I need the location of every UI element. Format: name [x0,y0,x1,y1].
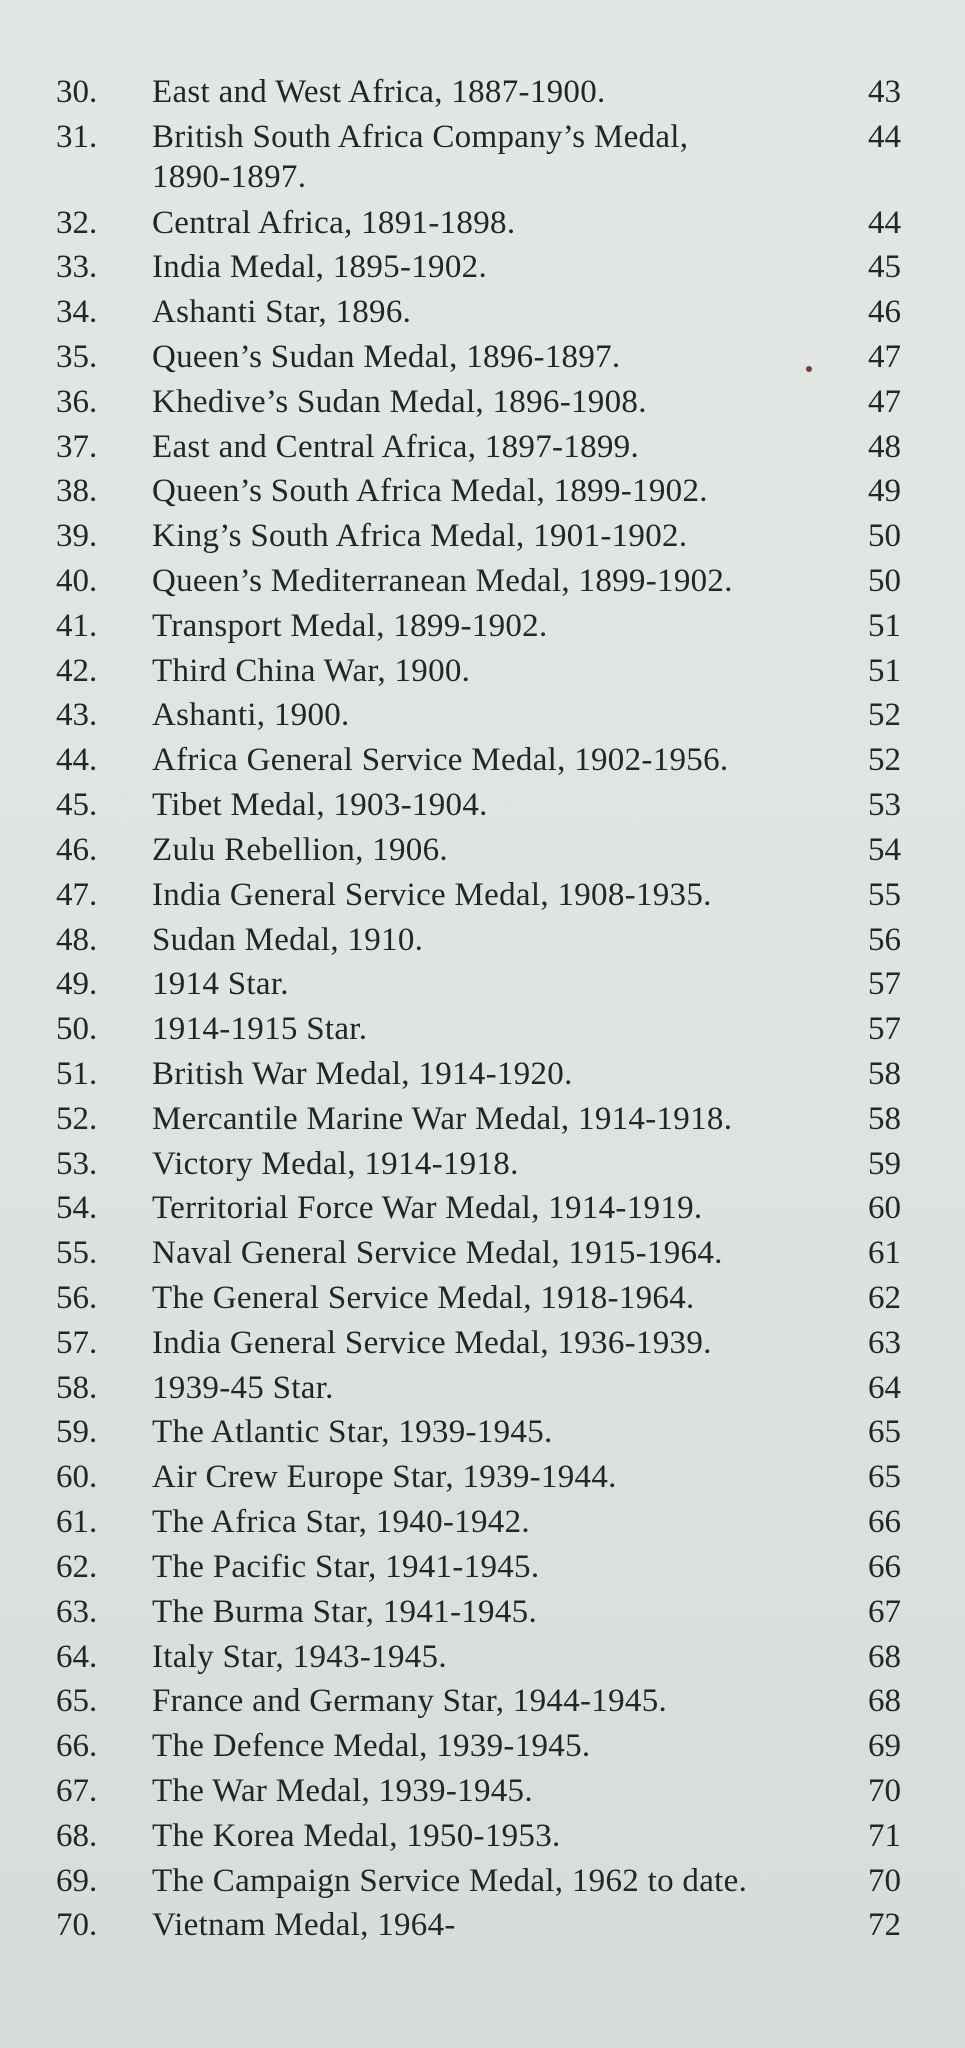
toc-entry-title: Zulu Rebellion, 1906. [152,832,448,868]
toc-entry-title: Ashanti, 1900. [152,697,350,733]
toc-entry [0,292,965,334]
toc-entry-number: 68. [56,1818,98,1854]
toc-entry [0,1412,965,1454]
toc-entry-page: 50 [868,563,901,599]
toc-entry [0,1188,965,1230]
toc-entry-page: 69 [868,1728,901,1764]
toc-entry-title: Naval General Service Medal, 1915-1964. [152,1235,723,1271]
toc-entry-page: 54 [868,832,901,868]
toc-entry-title: The Burma Star, 1941-1945. [152,1594,537,1630]
toc-entry-page: 62 [868,1280,901,1316]
toc-entry-title: Africa General Service Medal, 1902-1956. [152,742,729,778]
toc-entry-number: 55. [56,1235,98,1271]
toc-entry-page: 72 [868,1907,901,1943]
toc-entry-title: 1914 Star. [152,966,289,1002]
toc-entry-number: 36. [56,384,98,420]
toc-entry-page: 52 [868,697,901,733]
toc-entry-title: France and Germany Star, 1944-1945. [152,1683,668,1719]
toc-entry-title: Khedive’s Sudan Medal, 1896-1908. [152,384,647,420]
toc-entry [0,606,965,648]
toc-entry [0,1905,965,1947]
toc-entry [0,1233,965,1275]
toc-entry-page: 43 [868,74,901,110]
toc-entry [0,875,965,917]
toc-entry-title: Queen’s Sudan Medal, 1896-1897. [152,339,621,375]
toc-entry-number: 51. [56,1056,98,1092]
toc-entry-title: 1939-45 Star. [152,1370,334,1406]
toc-entry [0,1099,965,1141]
toc-entry-title: Territorial Force War Medal, 1914-1919. [152,1190,703,1226]
toc-entry-page: 66 [868,1504,901,1540]
toc-entry [0,920,965,962]
toc-entry-page: 45 [868,249,901,285]
toc-entry [0,561,965,603]
toc-entry-page: 47 [868,384,901,420]
toc-entry-number: 67. [56,1773,98,1809]
toc-entry-number: 42. [56,653,98,689]
toc-entry-number: 35. [56,339,98,375]
toc-entry-title: Mercantile Marine War Medal, 1914-1918. [152,1101,733,1137]
toc-entry-page: 57 [868,1011,901,1047]
toc-entry-number: 43. [56,697,98,733]
toc-entry-number: 45. [56,787,98,823]
toc-entry-title: The Pacific Star, 1941-1945. [152,1549,540,1585]
toc-entry-page: 44 [868,205,901,241]
toc-entry-page: 46 [868,294,901,330]
toc-entry [0,695,965,737]
toc-entry [0,247,965,289]
toc-entry-number: 53. [56,1146,98,1182]
toc-entry-page: 71 [868,1818,901,1854]
toc-entry-title: British South Africa Company’s Medal, 1890-1897. [152,119,689,195]
toc-entry-number: 57. [56,1325,98,1361]
toc-entry-page: 51 [868,608,901,644]
toc-entry-number: 40. [56,563,98,599]
toc-entry [0,1278,965,1320]
toc-entry [0,382,965,424]
toc-entry-page: 51 [868,653,901,689]
toc-entry-title: Italy Star, 1943-1945. [152,1639,447,1675]
toc-entry [0,203,965,245]
toc-entry-title: The Atlantic Star, 1939-1945. [152,1414,553,1450]
toc-entry-number: 61. [56,1504,98,1540]
toc-entry-page: 47 [868,339,901,375]
toc-entry-title: Sudan Medal, 1910. [152,922,424,958]
toc-entry [0,785,965,827]
toc-entry [0,1502,965,1544]
toc-entry-number: 39. [56,518,98,554]
toc-entry-page: 66 [868,1549,901,1585]
toc-entry-page: 68 [868,1639,901,1675]
toc-entry-title: Third China War, 1900. [152,653,471,689]
toc-entry [0,740,965,782]
toc-entry-page: 70 [868,1773,901,1809]
toc-entry-page: 64 [868,1370,901,1406]
toc-entry [0,1144,965,1186]
toc-entry [0,1771,965,1813]
toc-entry [0,1368,965,1410]
toc-entry-number: 44. [56,742,98,778]
toc-entry-title: Tibet Medal, 1903-1904. [152,787,488,823]
toc-entry-title: The Campaign Service Medal, 1962 to date. [152,1863,748,1899]
toc-entry-title: India General Service Medal, 1908-1935. [152,877,712,913]
toc-entry-title: East and Central Africa, 1897-1899. [152,429,640,465]
toc-entry-title: 1914-1915 Star. [152,1011,368,1047]
toc-entry-page: 44 [868,119,901,155]
toc-entry [0,1637,965,1679]
toc-entry-title: The Africa Star, 1940-1942. [152,1504,530,1540]
toc-entry [0,1861,965,1903]
toc-entry-page: 57 [868,966,901,1002]
toc-entry-page: 65 [868,1459,901,1495]
toc-entry-number: 69. [56,1863,98,1899]
toc-entry-page: 68 [868,1683,901,1719]
toc-entry-number: 58. [56,1370,98,1406]
toc-entry [0,72,965,114]
toc-entry-title: Queen’s South Africa Medal, 1899-1902. [152,473,708,509]
toc-entry-number: 52. [56,1101,98,1137]
toc-entry-title: British War Medal, 1914-1920. [152,1056,573,1092]
toc-entry-title: India General Service Medal, 1936-1939. [152,1325,712,1361]
toc-entry-page: 48 [868,429,901,465]
toc-entry-number: 59. [56,1414,98,1450]
toc-entry-page: 60 [868,1190,901,1226]
toc-entry-title: Victory Medal, 1914-1918. [152,1146,519,1182]
toc-entry-page: 49 [868,473,901,509]
toc-entry-page: 61 [868,1235,901,1271]
toc-entry-title: Ashanti Star, 1896. [152,294,412,330]
toc-entry [0,471,965,513]
toc-entry-title: Vietnam Medal, 1964- [152,1907,456,1943]
toc-entry [0,1457,965,1499]
toc-entry [0,1323,965,1365]
toc-entry-number: 47. [56,877,98,913]
toc-entry [0,337,965,379]
toc-entry-title: King’s South Africa Medal, 1901-1902. [152,518,688,554]
toc-entry-number: 38. [56,473,98,509]
toc-entry-page: 67 [868,1594,901,1630]
toc-entry-number: 30. [56,74,98,110]
toc-entry-page: 50 [868,518,901,554]
toc-entry-page: 53 [868,787,901,823]
toc-entry-title: The Korea Medal, 1950-1953. [152,1818,561,1854]
toc-entry [0,651,965,693]
toc-entry [0,1054,965,1096]
toc-entry [0,830,965,872]
toc-entry-title: The War Medal, 1939-1945. [152,1773,533,1809]
toc-entry-number: 37. [56,429,98,465]
toc-entry-title: Air Crew Europe Star, 1939-1944. [152,1459,617,1495]
toc-entry-page: 55 [868,877,901,913]
toc-entry [0,117,965,201]
toc-entry [0,1816,965,1858]
toc-entry-page: 59 [868,1146,901,1182]
toc-entry [0,427,965,469]
toc-entry-page: 56 [868,922,901,958]
toc-entry-number: 62. [56,1549,98,1585]
toc-entry [0,1547,965,1589]
toc-entry-number: 34. [56,294,98,330]
toc-entry [0,1681,965,1723]
toc-entry-page: 58 [868,1056,901,1092]
toc-entry-number: 54. [56,1190,98,1226]
toc-entry-number: 41. [56,608,98,644]
toc-entry [0,516,965,558]
toc-entry-page: 52 [868,742,901,778]
toc-entry-number: 65. [56,1683,98,1719]
toc-entry [0,1726,965,1768]
toc-entry-page: 65 [868,1414,901,1450]
toc-entry-number: 63. [56,1594,98,1630]
toc-entry-number: 33. [56,249,98,285]
toc-entry-number: 49. [56,966,98,1002]
toc-entry-number: 64. [56,1639,98,1675]
toc-entry-number: 56. [56,1280,98,1316]
toc-entry-title: East and West Africa, 1887-1900. [152,74,606,110]
toc-entry-title: India Medal, 1895-1902. [152,249,487,285]
toc-entry-number: 50. [56,1011,98,1047]
toc-entry [0,1592,965,1634]
toc-entry-title: Queen’s Mediterranean Medal, 1899-1902. [152,563,733,599]
toc-entry-title: The Defence Medal, 1939-1945. [152,1728,591,1764]
toc-entry-page: 70 [868,1863,901,1899]
toc-entry-page: 58 [868,1101,901,1137]
toc-entry-number: 32. [56,205,98,241]
toc-entry-page: 63 [868,1325,901,1361]
toc-entry-number: 46. [56,832,98,868]
toc-entry [0,964,965,1006]
toc-entry-number: 70. [56,1907,98,1943]
toc-entry-number: 31. [56,119,98,155]
toc-entry [0,1009,965,1051]
toc-entry-title: Central Africa, 1891-1898. [152,205,516,241]
toc-entry-number: 60. [56,1459,98,1495]
toc-entry-number: 48. [56,922,98,958]
toc-entry-title: The General Service Medal, 1918-1964. [152,1280,695,1316]
toc-entry-title: Transport Medal, 1899-1902. [152,608,548,644]
toc-entry-number: 66. [56,1728,98,1764]
